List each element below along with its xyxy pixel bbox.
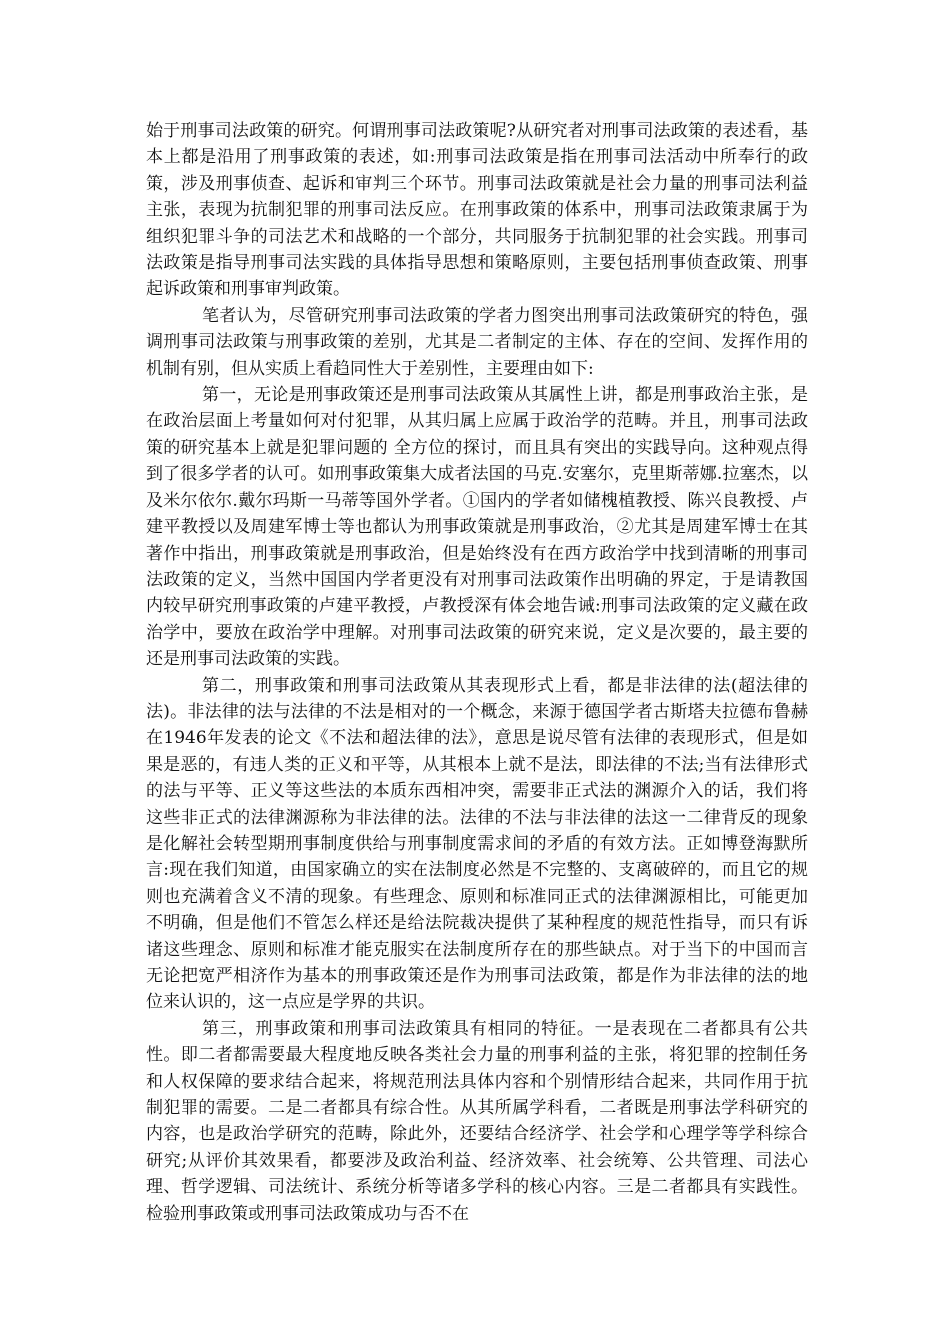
document-page (146, 118, 808, 1227)
paragraph-first-reason: 第一，无论是刑事政策还是刑事司法政策从其属性上讲，都是刑事政治主张，是在政治层面上考量如何对付犯罪，从其归属上应属于政治学的范畴。并且，刑事司法政策的研究基本上就是犯罪问题的 全方位的探讨，而且具有突出的实践导向。这种观点得到了很多学者的认可。如刑事政策集大成者法国的马克.安塞尔，克里斯蒂娜.拉塞杰，以及米尔依尔.戴尔玛斯一马蒂等国外学者。①国内的学者如储槐植教授、陈兴良教授、卢建平教授以及周建军博士等也都认为刑事政策就是刑事政治，②尤其是周建军博士在其著作中指出，刑事政策就是刑事政治，但是始终没有在西方政治学中找到清晰的刑事司法政策的定义，当然中国国内学者更没有对刑事司法政策作出明确的界定，于是请教国内较早研究刑事政策的卢建平教授，卢教授深有体会地告诫:刑事司法政策的定义藏在政治学中，要放在政治学中理解。对刑事司法政策的研究来说，定义是次要的，最主要的还是刑事司法政策的实践。 (146, 385, 808, 670)
paragraph-second-reason: 第二，刑事政策和刑事司法政策从其表现形式上看，都是非法律的法(超法律的法)。非法律的法与法律的不法是相对的一个概念，来源于德国学者古斯塔夫拉德布鲁赫在1946年发表的论文《不法和超法律的法》，意思是说尽管有法律的表现形式，但是如果是恶的，有违人类的正义和平等，从其根本上就不是法，即法律的不法;当有法律形式的法与平等、正义等这些法的本质东西相冲突，需要非正式法的渊源介入的话，我们将这些非正式的法律渊源称为非法律的法。法律的不法与非法律的法这一二律背反的现象是化解社会转型期刑事制度供给与刑事制度需求间的矛盾的有效方法。正如博登海默所言:现在我们知道，由国家确立的实在法制度必然是不完整的、支离破碎的，而且它的规则也充满着含义不清的现象。有些理念、原则和标准同正式的法律渊源相比，可能更加不明确，但是他们不管怎么样还是给法院裁决提供了某种程度的规范性指导，而只有诉诸这些理念、原则和标准才能克服实在法制度所存在的那些缺点。对于当下的中国而言无论把宽严相济作为基本的刑事政策还是作为刑事司法政策，都是作为非法律的法的地位来认识的，这一点应是学界的共识。 (146, 675, 808, 1013)
paragraph-continuation: 始于刑事司法政策的研究。何谓刑事司法政策呢?从研究者对刑事司法政策的表述看，基本上都是沿用了刑事政策的表述，如:刑事司法政策是指在刑事司法活动中所奉行的政策，涉及刑事侦查、起诉和审判三个环节。刑事司法政策就是社会力量的刑事司法利益主张，表现为抗制犯罪的刑事司法反应。在刑事政策的体系中，刑事司法政策隶属于为组织犯罪斗争的司法艺术和战略的一个部分，共同服务于抗制犯罪的社会实践。刑事司法政策是指导刑事司法实践的具体指导思想和策略原则，主要包括刑事侦查政策、刑事起诉政策和刑事审判政策。 (146, 121, 808, 300)
paragraph-author-view: 笔者认为，尽管研究刑事司法政策的学者力图突出刑事司法政策研究的特色，强调刑事司法政策与刑事政策的差别，尤其是二者制定的主体、存在的空间、发挥作用的机制有别，但从实质上看趋同性大于差别性，主要理由如下: (146, 305, 808, 379)
paragraph-third-reason: 第三，刑事政策和刑事司法政策具有相同的特征。一是表现在二者都具有公共性。即二者都需要最大程度地反映各类社会力量的刑事利益的主张，将犯罪的控制任务和人权保障的要求结合起来，将规范刑法具体内容和个别情形结合起来，共同作用于抗制犯罪的需要。二是二者都具有综合性。从其所属学科看，二者既是刑事法学科研究的内容，也是政治学研究的范畴，除此外，还要结合经济学、社会学和心理学等学科综合研究;从评价其效果看，都要涉及政治利益、经济效率、社会统筹、公共管理、司法心理、哲学逻辑、司法统计、系统分析等诸多学科的核心内容。三是二者都具有实践性。检验刑事政策或刑事司法政策成功与否不在 (146, 1018, 808, 1224)
